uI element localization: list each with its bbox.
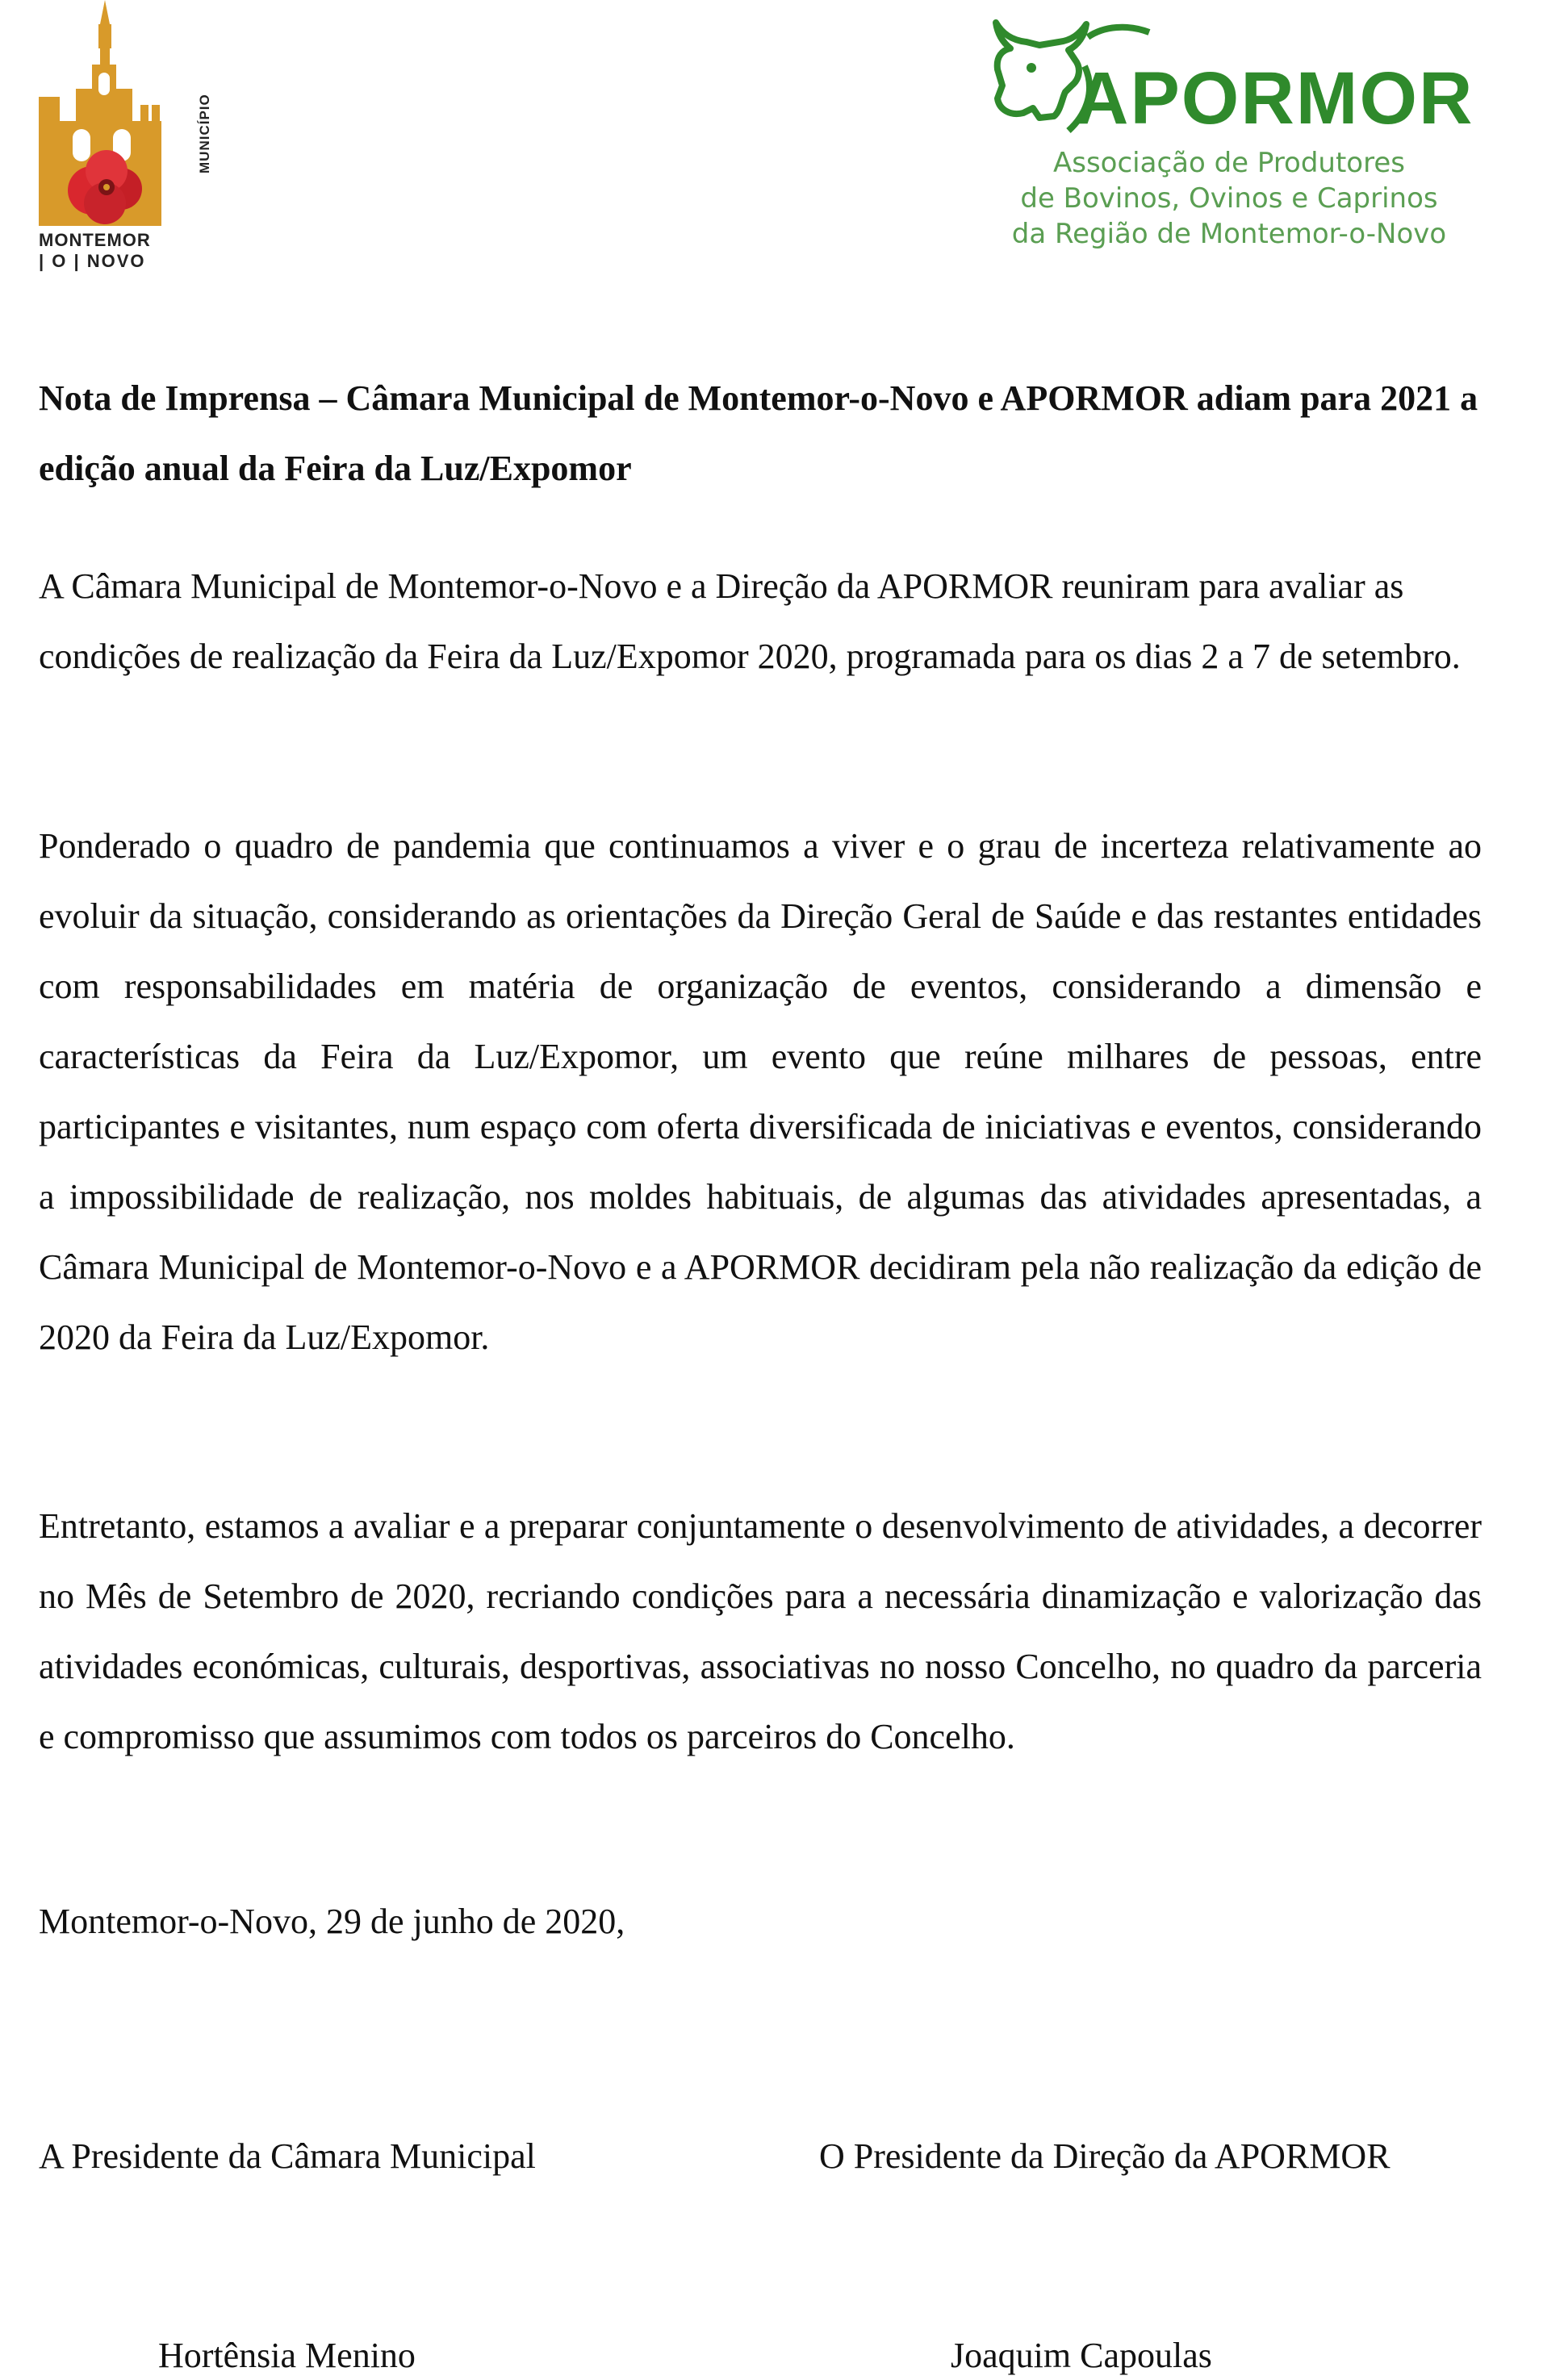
apormor-subtitle <box>991 145 1467 252</box>
signature-title-left: A Presidente da Câmara Municipal <box>39 2136 536 2176</box>
apormor-logo <box>991 18 1475 252</box>
paragraph: Entretanto, estamos a avaliar e a preparar conjuntamente o desenvolvimento de atividades, a decorrer no Mês de Setembro de 2020, recriando condições para a necessária dinamização e valorização das atividades económicas, culturais, desportivas, associativas no nosso Concelho, no quadro da parceria e compromisso que assumimos com todos os parceiros do Concelho. <box>39 1506 1482 1756</box>
apormor-subtitle-line: de Bovinos, Ovinos e Caprinos <box>1020 182 1438 215</box>
signature-name-left: Hortênsia Menino <box>158 2336 416 2375</box>
municipio-name-line2: | O | NOVO <box>39 251 146 271</box>
municipio-name-line1: MONTEMOR <box>39 230 151 250</box>
signature-title-right: O Presidente da Direção da APORMOR <box>819 2136 1390 2176</box>
castle-poppy-emblem <box>36 0 189 226</box>
dateline: Montemor-o-Novo, 29 de junho de 2020, <box>39 1902 625 1941</box>
apormor-subtitle-line: da Região de Montemor-o-Novo <box>1011 218 1447 250</box>
apormor-brand-name: APORMOR <box>1075 57 1474 140</box>
apormor-subtitle-line: Associação de Produtores <box>1053 147 1405 179</box>
signature-name-right: Joaquim Capoulas <box>951 2336 1212 2375</box>
press-release-title: Nota de Imprensa – Câmara Municipal de Montemor-o-Novo e APORMOR adiam para 2021 a edição anual da Feira da Luz/Expomor <box>39 378 1478 488</box>
municipio-vertical-label: MUNICÍPIO <box>197 94 212 173</box>
municipio-logo <box>36 0 212 278</box>
paragraph: Ponderado o quadro de pandemia que continuamos a viver e o grau de incerteza relativamente ao evoluir da situação, considerando as orientações da Direção Geral de Saúde e das restantes entidades com responsabilidades em matéria de organização de eventos, considerando a dimensão e características da Feira da Luz/Expomor, um evento que reúne milhares de pessoas, entre participantes e visitantes, num espaço com oferta diversificada de iniciativas e eventos, considerando a impossibilidade de realização, nos moldes habituais, de algumas das atividades apresentadas, a Câmara Municipal de Montemor-o-Novo e a APORMOR decidiram pela não realização da edição de 2020 da Feira da Luz/Expomor. <box>39 826 1482 1357</box>
paragraph: A Câmara Municipal de Montemor-o-Novo e a Direção da APORMOR reuniram para avaliar as condições de realização da Feira da Luz/Expomor 2020, programada para os dias 2 a 7 de setembro. <box>39 566 1461 676</box>
